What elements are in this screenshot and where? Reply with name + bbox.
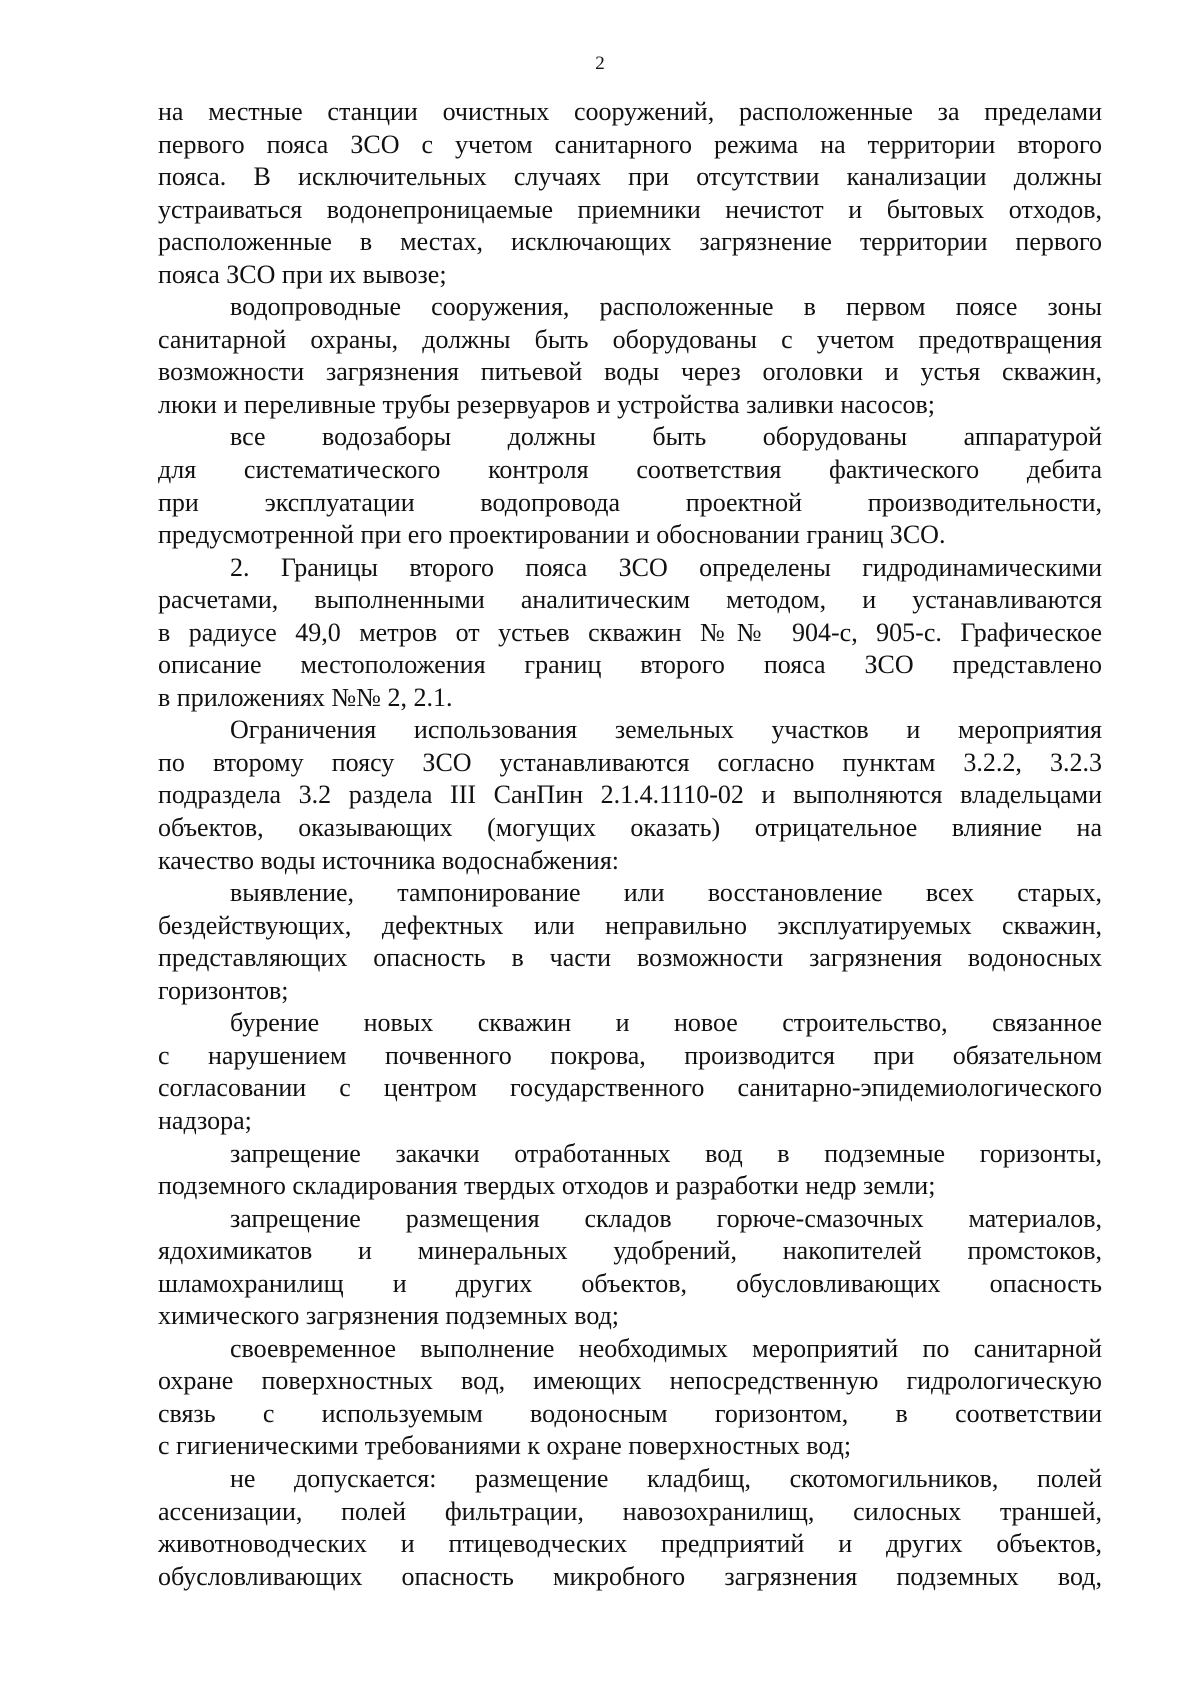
paragraph-5-line-5: качество воды источника водоснабжения: [158,845,620,875]
paragraph-11-line-3: животноводческих и птицеводческих предприятий и других объектов, [158,1529,1102,1559]
paragraph-4-line-3: в радиусе 49,0 метров от устьев скважин №№ 904-с, 905-с. Графическое [158,617,1102,647]
paragraph-2-line-3: возможности загрязнения питьевой воды через оголовки и устья скважин, [158,357,1102,387]
document-body [158,96,1102,1593]
paragraph-1-line-6: пояса ЗСО при их вывозе; [158,259,447,289]
paragraph-10-line-2: охране поверхностных вод, имеющих непосредственную гидрологическую [158,1366,1102,1396]
paragraph-4-line-4: описание местоположения границ второго пояса ЗСО представлено [158,650,1102,680]
paragraph-1-line-4: устраиваться водонепроницаемые приемники нечистот и бытовых отходов, [158,194,1102,224]
paragraph-3-line-4: предусмотренной при его проектировании и обосновании границ ЗСО. [158,520,946,550]
paragraph-2-line-1: водопроводные сооружения, расположенные в первом поясе зоны [230,292,1102,322]
paragraph-2-line-2: санитарной охраны, должны быть оборудованы с учетом предотвращения [158,324,1102,354]
paragraph-5-line-4: объектов, оказывающих (могущих оказать) отрицательное влияние на [158,813,1102,843]
paragraph-7-line-3: согласовании с центром государственного санитарно-эпидемиологического [158,1073,1102,1103]
page-number: 2 [595,53,605,74]
paragraph-7-line-2: с нарушением почвенного покрова, производится при обязательном [158,1040,1102,1070]
paragraph-11-line-1: не допускается: размещение кладбищ, скотомогильников, полей [230,1463,1102,1493]
paragraph-3-line-1: все водозаборы должны быть оборудованы аппаратурой [230,422,1102,452]
paragraph-4-line-1: 2. Границы второго пояса ЗСО определены гидродинамическими [230,552,1102,582]
paragraph-10-line-4: с гигиеническими требованиями к охране поверхностных вод; [158,1431,852,1461]
paragraph-9-line-1: запрещение размещения складов горюче-смазочных материалов, [230,1203,1102,1233]
paragraph-8-line-2: подземного складирования твердых отходов и разработки недр земли; [158,1171,936,1201]
paragraph-5-line-2: по второму поясу ЗСО устанавливаются согласно пунктам 3.2.2, 3.2.3 [158,747,1102,777]
paragraph-3-line-2: для систематического контроля соответствия фактического дебита [158,455,1102,485]
paragraph-2-line-4: люки и переливные трубы резервуаров и устройства заливки насосов; [158,389,936,419]
paragraph-6-line-4: горизонтов; [158,975,289,1005]
paragraph-7-line-1: бурение новых скважин и новое строительство, связанное [230,1008,1102,1038]
paragraph-9-line-2: ядохимикатов и минеральных удобрений, накопителей промстоков, [158,1236,1102,1266]
paragraph-11-line-4: обусловливающих опасность микробного загрязнения подземных вод, [158,1561,1102,1591]
paragraph-5-line-3: подраздела 3.2 раздела III СанПин 2.1.4.1110-02 и выполняются владельцами [158,780,1102,810]
paragraph-4-line-5: в приложениях №№ 2, 2.1. [158,682,453,712]
paragraph-5-line-1: Ограничения использования земельных участков и мероприятия [230,715,1102,745]
paragraph-1-line-3: пояса. В исключительных случаях при отсутствии канализации должны [158,162,1102,192]
paragraph-11-line-2: ассенизации, полей фильтрации, навозохранилищ, силосных траншей, [158,1496,1102,1526]
paragraph-4-line-2: расчетами, выполненными аналитическим методом, и устанавливаются [158,585,1102,615]
paragraph-1-line-5: расположенные в местах, исключающих загрязнение территории первого [158,227,1102,257]
paragraph-6-line-2: бездействующих, дефектных или неправильно эксплуатируемых скважин, [158,910,1102,940]
paragraph-6-line-3: представляющих опасность в части возможности загрязнения водоносных [158,943,1102,973]
paragraph-3-line-3: при эксплуатации водопровода проектной производительности, [158,487,1102,517]
paragraph-6-line-1: выявление, тампонирование или восстановление всех старых, [230,878,1102,908]
paragraph-1-line-2: первого пояса ЗСО с учетом санитарного режима на территории второго [158,129,1102,159]
paragraph-9-line-3: шламохранилищ и других объектов, обусловливающих опасность [158,1268,1102,1298]
paragraph-8-line-1: запрещение закачки отработанных вод в подземные горизонты, [230,1138,1102,1168]
paragraph-7-line-4: надзора; [158,1105,252,1135]
paragraph-10-line-1: своевременное выполнение необходимых мероприятий по санитарной [230,1333,1102,1363]
paragraph-1-line-1: на местные станции очистных сооружений, расположенные за пределами [158,97,1102,126]
paragraph-9-line-4: химического загрязнения подземных вод; [158,1301,620,1331]
paragraph-10-line-3: связь с используемым водоносным горизонтом, в соответствии [158,1398,1102,1428]
